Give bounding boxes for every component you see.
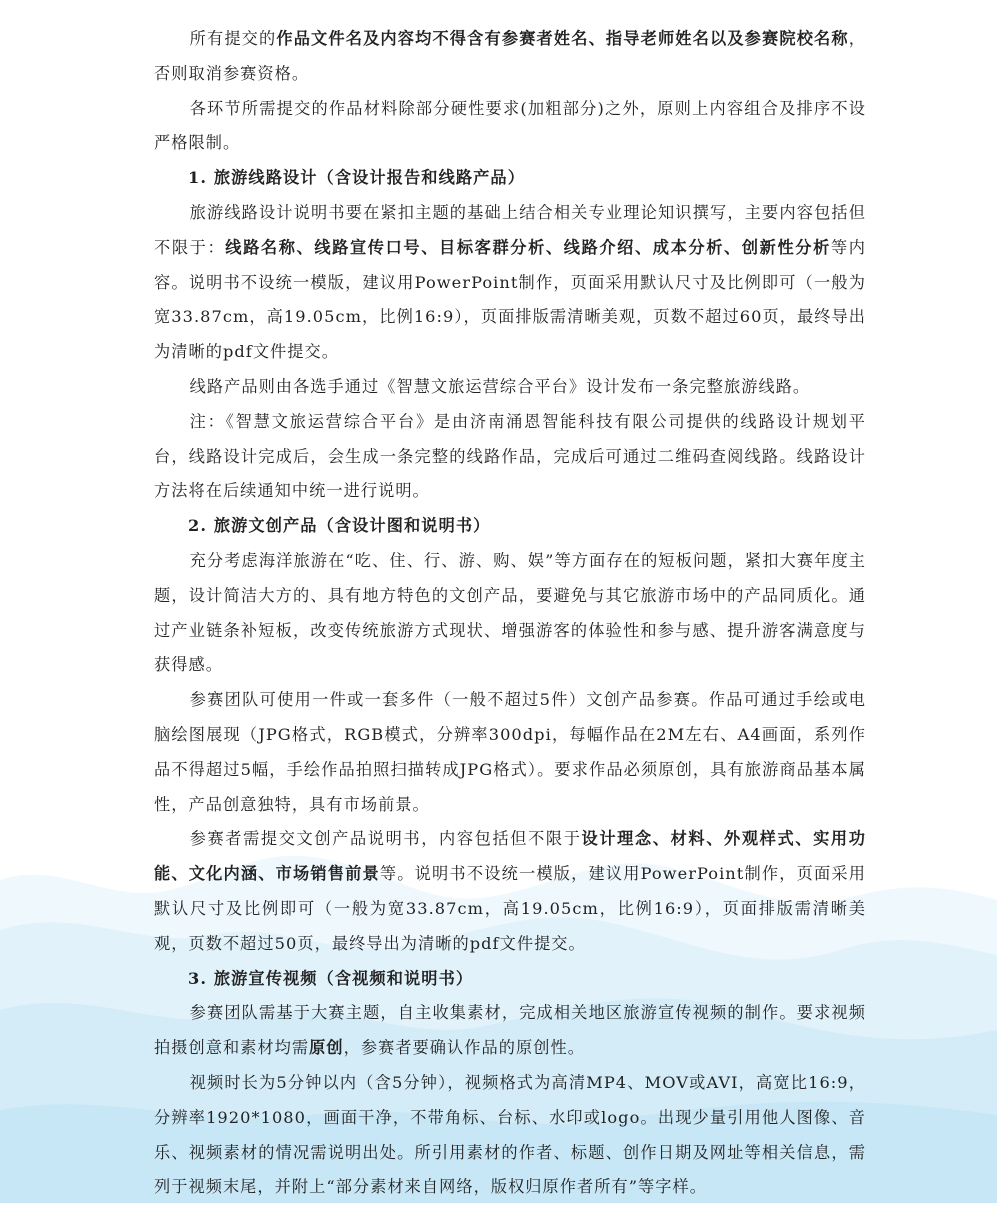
paragraph-video-specs: 视频时长为5分钟以内（含5分钟），视频格式为高清MP4、MOV或AVI，高宽比16:9，分辨率1920*1080，画面干净，不带角标、台标、水印或logo。出现少量引用他人图像、音乐、视频素材的情况需说明出处。所引用素材的作者、标题、创作日期及网址等相关信息，需列于视频末尾，并附上“部分素材来自网络，版权归原作者所有”等字样。	[154, 1072, 866, 1197]
paragraph-route-manual: 旅游线路设计说明书要在紧扣主题的基础上结合相关专业理论知识撰写，主要内容包括但不限于：线路名称、线路宣传口号、目标客群分析、线路介绍、成本分析、创新性分析等内容。说明书不设统一模版，建议用PowerPoint制作，页面采用默认尺寸及比例即可（一般为宽33.87cm，高19.05cm，比例16:9），页面排版需清晰美观，页数不超过60页，最终导出为清晰的pdf文件提交。	[154, 202, 867, 362]
paragraph-platform-note: 注：《智慧文旅运营综合平台》是由济南涌恩智能科技有限公司提供的线路设计规划平台，线路设计完成后，会生成一条完整的线路作品，完成后可通过二维码查阅线路。线路设计方法将在后续通知中统一进行说明。	[154, 411, 866, 501]
heading-cultural-product: 2. 旅游文创产品（含设计图和说明书）	[188, 516, 491, 536]
bold-naming-requirement: 作品文件名及内容均不得含有参赛者姓名、指导老师姓名以及参赛院校名称	[276, 29, 849, 48]
paragraph-cultural-intro: 充分考虑海洋旅游在“吃、住、行、游、购、娱”等方面存在的短板问题，紧扣大赛年度主题，设计简洁大方的、具有地方特色的文创产品，要避免与其它旅游市场中的产品同质化。通过产业链条补短板，改变传统旅游方式现状、增强游客的体验性和参与感、提升游客满意度与获得感。	[154, 550, 866, 675]
paragraph-cultural-format: 参赛团队可使用一件或一套多件（一般不超过5件）文创产品参赛。作品可通过手绘或电脑绘图展现（JPG格式，RGB模式，分辨率300dpi，每幅作品在2M左右、A4画面，系列作品不得超过5幅，手绘作品拍照扫描转成JPG格式）。要求作品必须原创，具有旅游商品基本属性，产品创意独特，具有市场前景。	[154, 690, 866, 814]
document-body	[154, 22, 866, 1205]
heading-route-design: 1. 旅游线路设计（含设计报告和线路产品）	[188, 168, 526, 188]
paragraph-cultural-manual: 参赛者需提交文创产品说明书，内容包括但不限于设计理念、材料、外观样式、实用功能、文化内涵、市场销售前景等。说明书不设统一模版，建议用PowerPoint制作，页面采用默认尺寸及比例即可（一般为宽33.87cm，高19.05cm，比例16:9），页面排版需清晰美观，页数不超过50页，最终导出为清晰的pdf文件提交。	[154, 829, 866, 953]
paragraph-route-product: 线路产品则由各选手通过《智慧文旅运营综合平台》设计发布一条完整旅游线路。	[189, 376, 811, 396]
paragraph-materials-order: 各环节所需提交的作品材料除部分硬性要求(加粗部分)之外，原则上内容组合及排序不设严格限制。	[154, 98, 866, 153]
paragraph-naming-rule: 所有提交的作品文件名及内容均不得含有参赛者姓名、指导老师姓名以及参赛院校名称，否则取消参赛资格。	[154, 29, 866, 83]
heading-promo-video: 3. 旅游宣传视频（含视频和说明书）	[188, 968, 474, 988]
bold-cultural-contents: 设计理念、材料、外观样式、实用功能、文化内涵、市场销售前景	[154, 829, 866, 884]
bold-original: 原创	[309, 1038, 344, 1058]
paragraph-video-intro: 参赛团队需基于大赛主题，自主收集素材，完成相关地区旅游宣传视频的制作。要求视频拍摄创意和素材均需原创，参赛者要确认作品的原创性。	[154, 1003, 866, 1058]
bold-route-contents: 线路名称、线路宣传口号、目标客群分析、线路介绍、成本分析、创新性分析	[225, 237, 831, 257]
